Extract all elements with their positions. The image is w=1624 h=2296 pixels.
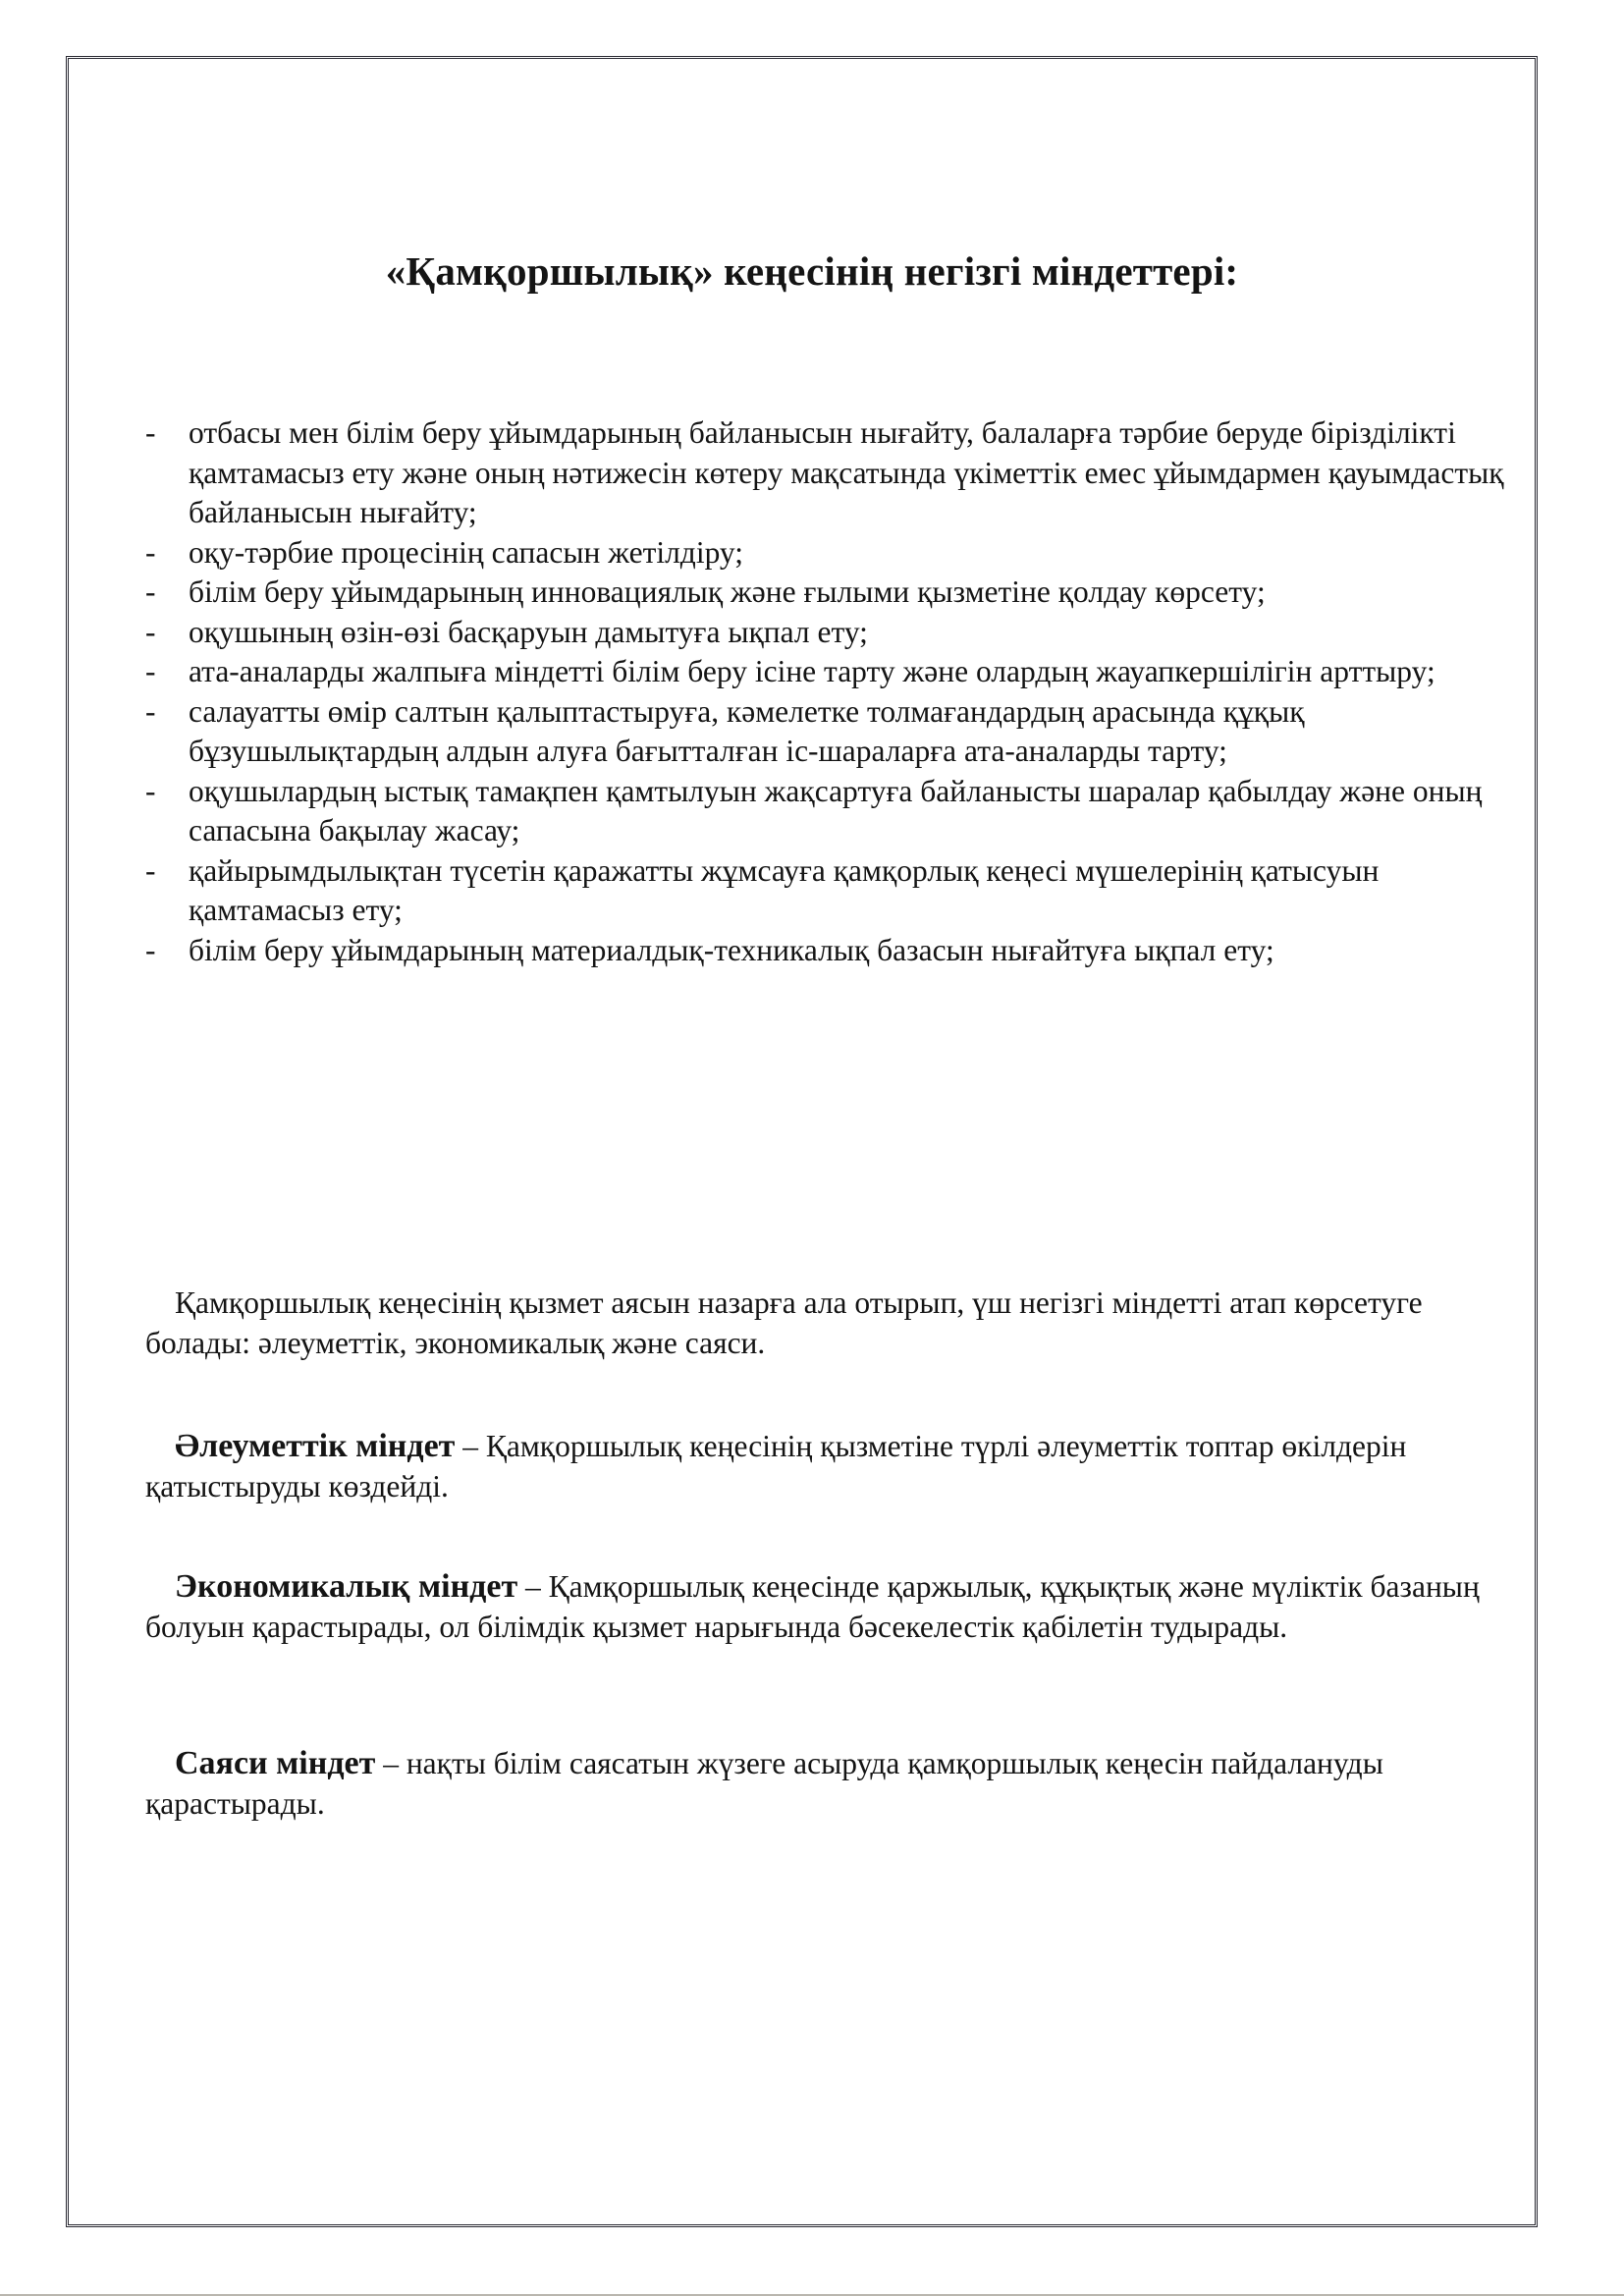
list-item — [145, 692, 1510, 772]
list-item — [145, 573, 1510, 613]
social-task-paragraph — [145, 1427, 1500, 1506]
section-text: нақты білім саясатын жүзеге асыруда қамқоршылық кеңесін пайдалануды қарастырады. — [145, 1746, 1383, 1821]
list-item-text: отбасы мен білім беру ұйымдарының байланысын нығайту, балаларға тәрбие беруде бірізділікті қамтамасыз ету және оның нәтижесін көтеру мақсатында үкіметтік емес ұйымдармен қауымдастық байланысын нығайту; — [189, 415, 1504, 529]
political-task-paragraph — [145, 1744, 1500, 1824]
list-item-text: ата-аналарды жалпыға міндетті білім беру ісіне тарту және олардың жауапкершілігін арттыру; — [189, 654, 1435, 688]
list-item — [145, 772, 1510, 851]
section-heading: Экономикалық міндет — [175, 1568, 518, 1605]
list-item — [145, 652, 1510, 692]
list-item — [145, 413, 1510, 533]
bullet-dash: - — [145, 415, 156, 450]
list-item-text: оқу-тәрбие процесінің сапасын жетілдіру; — [189, 534, 744, 570]
document-title: «Қамқоршылық» кеңесінің негізгі міндеттері: — [385, 248, 1239, 294]
bullet-dash: - — [145, 534, 156, 570]
bullet-dash: - — [145, 773, 156, 808]
list-item — [145, 851, 1510, 931]
section-text: Қамқоршылық кеңесінің қызметіне түрлі әлеуметтік топтар өкілдерін қатыстыруды көздейді. — [145, 1429, 1407, 1503]
page-border — [66, 56, 1538, 2227]
list-item — [145, 931, 1510, 971]
list-item — [145, 613, 1510, 653]
bullet-dash: - — [145, 852, 156, 888]
section-heading: Әлеуметтік міндет — [175, 1428, 456, 1464]
bullet-dash: - — [145, 574, 156, 609]
bullet-dash: - — [145, 932, 156, 967]
list-item — [145, 533, 1510, 574]
economic-task-paragraph — [145, 1567, 1500, 1647]
bullet-dash: - — [145, 654, 156, 688]
list-item-text: қайырымдылықтан түсетін қаражатты жұмсауға қамқорлық кеңесі мүшелерінің қатысуын қамтамасыз ету; — [189, 852, 1380, 927]
tasks-list — [145, 413, 1510, 970]
list-item-text: білім беру ұйымдарының инновациялық және ғылыми қызметіне қолдау көрсету; — [189, 574, 1266, 609]
list-item-text: салауатты өмір салтын қалыптастыруға, кәмелетке толмағандардың арасында құқық бұзушылықтардың алдын алуға бағытталған іс-шараларға ата-аналарды тарту; — [189, 693, 1305, 768]
section-text: Қамқоршылық кеңесінде қаржылық, құқықтық және мүліктік базаның болуын қарастырады, ол білімдік қызмет нарығында бәсекелестік қабілетін тудырады. — [145, 1569, 1480, 1644]
section-separator: – — [455, 1429, 486, 1463]
list-item-text: оқушылардың ыстық тамақпен қамтылуын жақсартуға байланысты шаралар қабылдау және оның сапасына бақылау жасау; — [189, 773, 1483, 847]
bullet-dash: - — [145, 614, 156, 649]
section-separator: – — [375, 1746, 406, 1780]
bullet-dash: - — [145, 693, 156, 729]
section-heading: Саяси міндет — [175, 1745, 376, 1781]
list-item-text: білім беру ұйымдарының материалдық-техникалық базасын нығайтуға ықпал ету; — [189, 932, 1274, 967]
intro-paragraph: Қамқоршылық кеңесінің қызмет аясын назарға ала отырып, үш негізгі міндетті атап көрсетуге болады: әлеуметтік, экономикалық және саяси. — [145, 1285, 1423, 1360]
list-item-text: оқушының өзін-өзі басқаруын дамытуға ықпал ету; — [189, 614, 868, 649]
section-separator: – — [517, 1569, 549, 1604]
